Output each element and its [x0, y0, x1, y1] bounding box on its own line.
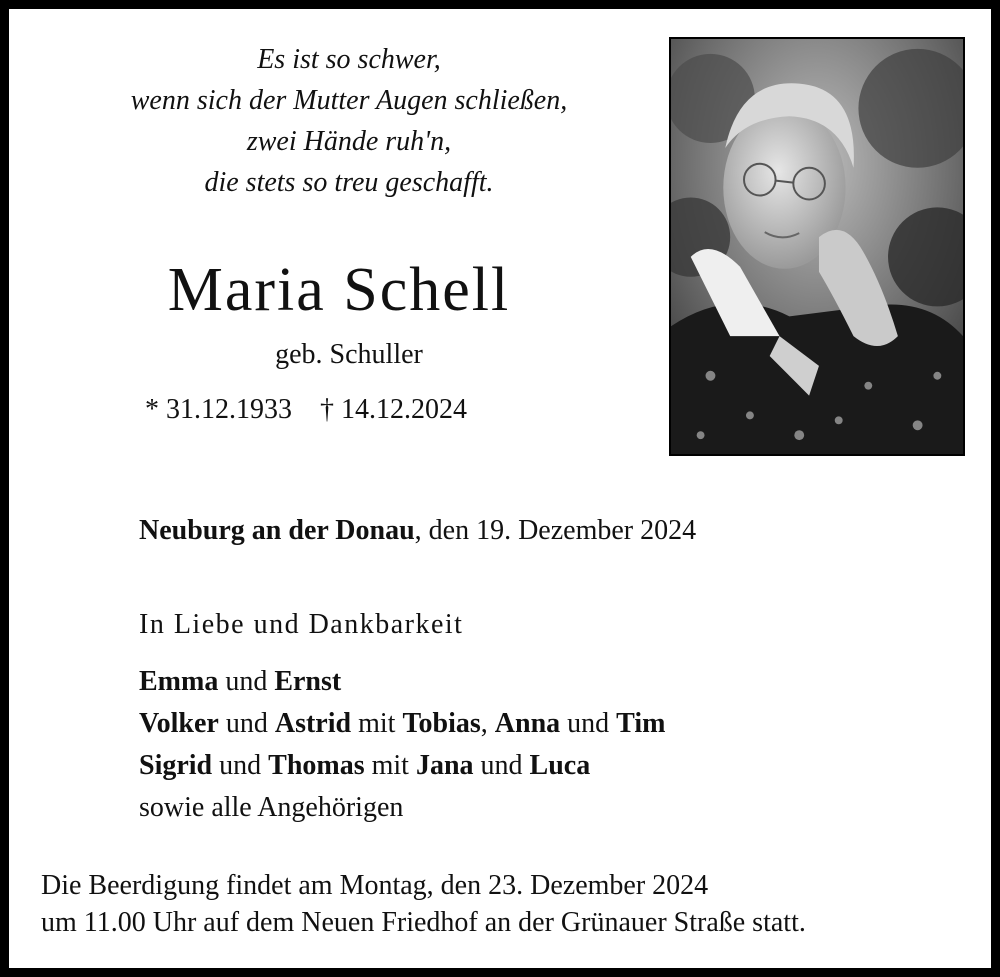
mourner-name: Tobias: [402, 708, 481, 739]
notice-date: , den 19. Dezember 2024: [414, 515, 697, 546]
funeral-line: Die Beerdigung findet am Montag, den 23. Dezember 2024: [41, 870, 709, 901]
mourners-intro: In Liebe und Dankbarkeit: [139, 609, 464, 640]
poem-line: Es ist so schwer,: [257, 44, 441, 75]
portrait-photo: [669, 37, 965, 456]
mourner-name: Jana: [415, 750, 474, 781]
mourner-name: Astrid: [274, 708, 352, 739]
birth-date: * 31.12.1933: [145, 394, 292, 425]
mourners-list: [139, 661, 665, 829]
poem-line: zwei Hände ruh'n,: [246, 126, 452, 157]
mourner-name: Thomas: [268, 750, 365, 781]
funeral-line: um 11.00 Uhr auf dem Neuen Friedhof an der Grünauer Straße statt.: [41, 907, 806, 938]
mourner-closing: sowie alle Angehörigen: [139, 792, 404, 823]
mourner-name: Tim: [616, 708, 666, 739]
maiden-name: geb. Schuller: [275, 339, 423, 370]
poem-line: wenn sich der Mutter Augen schließen,: [130, 85, 568, 116]
place-name: Neuburg an der Donau: [139, 515, 415, 546]
poem-line: die stets so treu geschafft.: [204, 167, 494, 198]
mourner-line: Volker und Astrid mit Tobias, Anna und Tim: [139, 708, 666, 739]
place-and-date: [139, 513, 696, 549]
mourner-name: Volker: [139, 708, 219, 739]
mourner-line: Emma und Ernst: [139, 666, 342, 697]
life-dates: [145, 392, 467, 428]
mourner-line: Sigrid und Thomas mit Jana und Luca: [139, 750, 591, 781]
deceased-name: Maria Schell: [167, 256, 511, 324]
mourner-name: Sigrid: [139, 750, 213, 781]
portrait-image: [671, 39, 963, 454]
mourner-name: Luca: [529, 750, 591, 781]
funeral-info: [41, 867, 806, 941]
death-date: † 14.12.2024: [320, 394, 467, 425]
mourner-name: Anna: [494, 708, 561, 739]
mourner-name: Ernst: [274, 666, 342, 697]
mourner-name: Emma: [139, 666, 219, 697]
memorial-poem: [49, 39, 649, 203]
